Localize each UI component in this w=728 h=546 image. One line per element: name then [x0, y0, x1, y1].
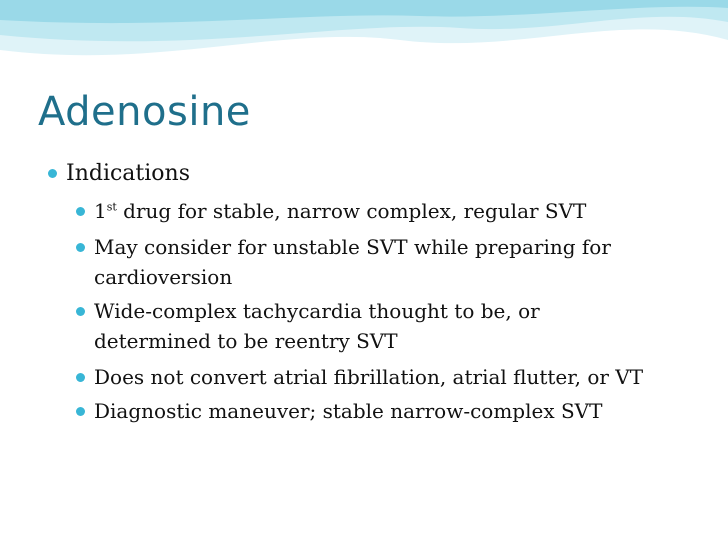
bullet-icon: [48, 169, 57, 178]
list-item: Does not convert atrial fibrillation, atrial flutter, or VT: [94, 365, 644, 389]
list-item: [94, 296, 694, 356]
list-item: Diagnostic maneuver; stable narrow-complex SVT: [94, 399, 603, 423]
bullet-icon: [76, 373, 85, 382]
bullet-icon: [76, 243, 85, 252]
list-item-text: drug for stable, narrow complex, regular SVT: [116, 199, 587, 223]
ordinal-superscript: st: [106, 200, 117, 214]
list-item-line: Wide-complex tachycardia thought to be, or: [94, 299, 540, 323]
list-item-line: cardioversion: [94, 265, 233, 289]
bullet-indications: Indications: [66, 161, 190, 186]
bullet-icon: [76, 407, 85, 416]
slide-title: Adenosine: [38, 89, 251, 135]
list-item-prefix: 1: [94, 199, 107, 223]
list-item-line: May consider for unstable SVT while preparing for: [94, 235, 611, 259]
bullet-icon: [76, 307, 85, 316]
list-item-line: determined to be reentry SVT: [94, 329, 398, 353]
list-item: [94, 196, 694, 226]
bullet-icon: [76, 207, 85, 216]
list-item: [94, 232, 694, 292]
